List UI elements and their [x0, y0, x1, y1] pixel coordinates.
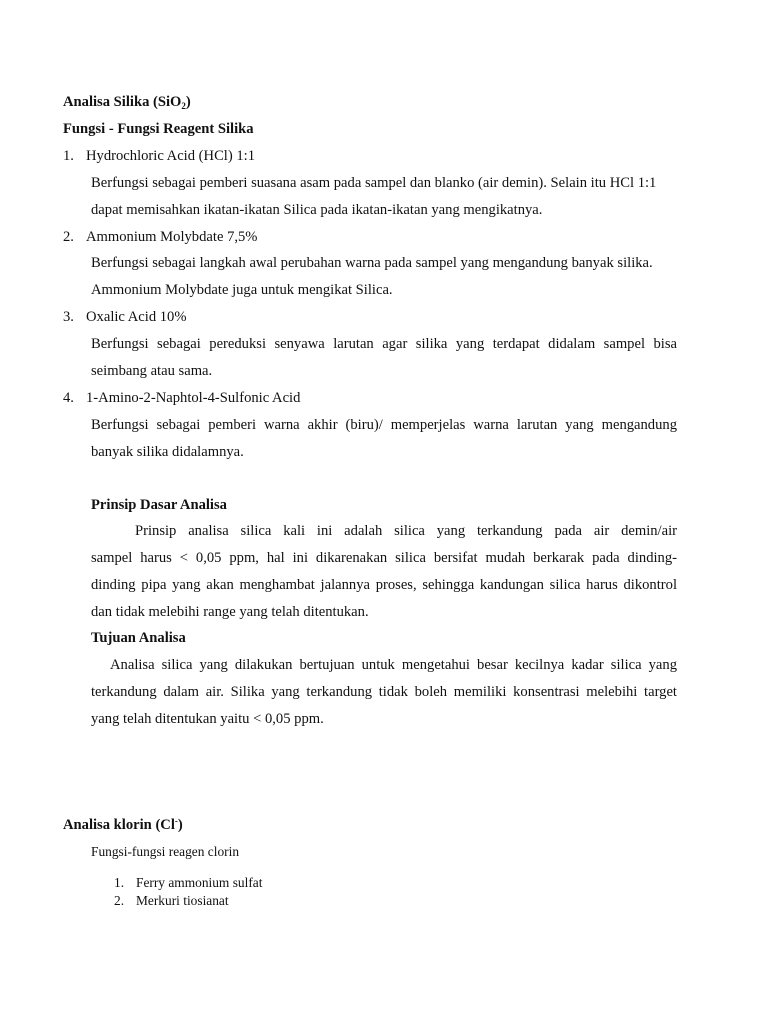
list-number: 2.: [63, 229, 74, 245]
tujuan-paragraph-line: terkandung dalam air. Silika yang terkandung tidak boleh memiliki konsentrasi melebihi target: [91, 684, 677, 700]
silika-title: [63, 93, 191, 111]
klorin-title: [63, 816, 183, 834]
reagent-name: Ammonium Molybdate 7,5%: [86, 229, 258, 245]
reagent-name: Merkuri tiosianat: [136, 893, 229, 908]
klorin-title-text: Analisa klorin (Cl: [63, 817, 175, 833]
tujuan-paragraph-line: yang telah ditentukan yaitu < 0,05 ppm.: [91, 711, 324, 727]
reagent-description-line: seimbang atau sama.: [91, 363, 213, 379]
silika-item-1: [63, 147, 256, 165]
silika-title-close: ): [185, 94, 191, 110]
reagent-description-line: banyak silika didalamnya.: [91, 444, 244, 460]
prinsip-paragraph-line: dinding pipa yang akan menghambat jalannya proses, sehingga kandungan silica harus dikontrol: [91, 577, 677, 593]
silika-item-4: [63, 389, 301, 407]
list-number: 2.: [114, 893, 125, 908]
reagent-description-line: Berfungsi sebagai pemberi warna akhir (biru)/ memperjelas warna larutan yang mengandung: [91, 417, 677, 433]
reagent-name: 1-Amino-2-Naphtol-4-Sulfonic Acid: [86, 390, 301, 406]
reagent-description-line: Berfungsi sebagai pereduksi senyawa larutan agar silika yang terdapat didalam sampel bisa: [91, 336, 677, 352]
reagent-name: Ferry ammonium sulfat: [136, 875, 263, 890]
klorin-fungsi-heading: Fungsi-fungsi reagen clorin: [91, 844, 240, 859]
tujuan-heading: Tujuan Analisa: [91, 630, 186, 646]
tujuan-paragraph-line: Analisa silica yang dilakukan bertujuan untuk mengetahui besar kecilnya kadar silica yang: [110, 657, 677, 673]
reagent-description-line: dapat memisahkan ikatan-ikatan Silica pada ikatan-ikatan yang mengikatnya.: [91, 202, 543, 218]
silika-title-text: Analisa Silika (SiO: [63, 94, 182, 110]
prinsip-paragraph-line: sampel harus < 0,05 ppm, hal ini dikarenakan silica bersifat mudah berkarak pada dinding-: [91, 550, 677, 566]
list-number: 1.: [63, 148, 74, 164]
reagent-description-line: Berfungsi sebagai langkah awal perubahan warna pada sampel yang mengandung banyak silika.: [91, 255, 653, 271]
silika-item-3: [63, 308, 187, 326]
klorin-item-2: [114, 892, 229, 910]
silika-fungsi-heading: Fungsi - Fungsi Reagent Silika: [63, 121, 254, 137]
klorin-title-close: ): [177, 817, 183, 833]
silika-item-2: [63, 228, 258, 246]
klorin-title-superscript: -: [174, 816, 178, 826]
reagent-description-line: Berfungsi sebagai pemberi suasana asam pada sampel dan blanko (air demin). Selain itu HCl 1:1: [91, 175, 657, 191]
prinsip-paragraph-line: dan tidak melebihi range yang telah ditentukan.: [91, 604, 369, 620]
list-number: 1.: [114, 875, 125, 890]
silika-title-subscript: 2: [181, 101, 186, 111]
klorin-item-1: [114, 874, 263, 892]
reagent-name: Oxalic Acid 10%: [86, 309, 187, 325]
list-number: 4.: [63, 390, 74, 406]
list-number: 3.: [63, 309, 74, 325]
reagent-name: Hydrochloric Acid (HCl) 1:1: [86, 148, 256, 164]
prinsip-paragraph-line: Prinsip analisa silica kali ini adalah silica yang terkandung pada air demin/air: [135, 523, 677, 539]
prinsip-heading: Prinsip Dasar Analisa: [91, 497, 227, 513]
reagent-description-line: Ammonium Molybdate juga untuk mengikat Silica.: [91, 282, 393, 298]
